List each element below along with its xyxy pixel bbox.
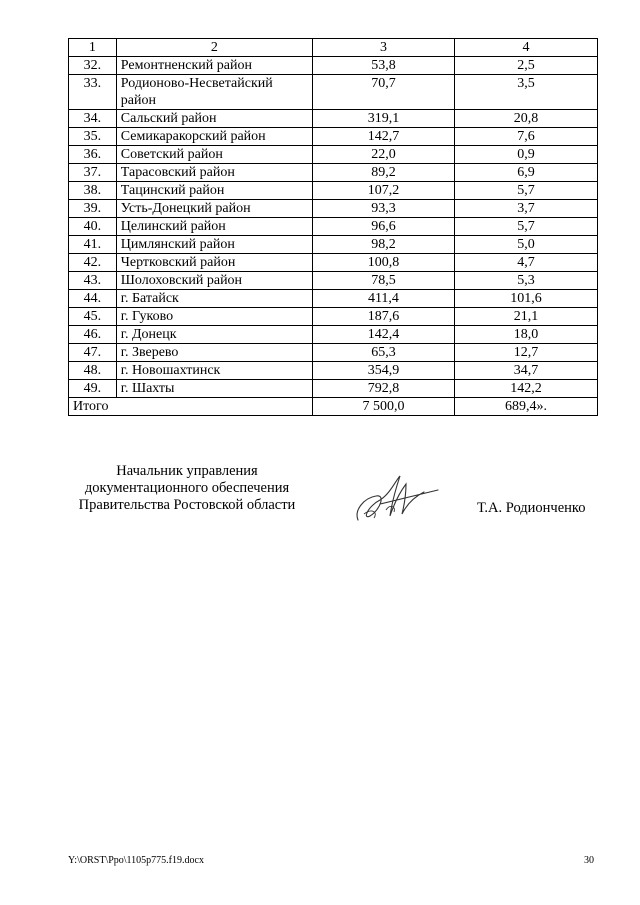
table-row <box>69 110 598 128</box>
table-row <box>69 254 598 272</box>
amount-col3: 96,6 <box>312 218 454 236</box>
amount-col4: 5,7 <box>454 218 597 236</box>
district-name: Цимлянский район <box>116 236 312 254</box>
signatory-title-line-3: Правительства Ростовской области <box>78 497 296 513</box>
amount-col3: 98,2 <box>312 236 454 254</box>
amount-col3: 78,5 <box>312 272 454 290</box>
row-number: 35. <box>69 128 117 146</box>
table-row <box>69 218 598 236</box>
row-number: 37. <box>69 164 117 182</box>
amount-col4: 5,0 <box>454 236 597 254</box>
district-name: Целинский район <box>116 218 312 236</box>
row-number: 32. <box>69 57 117 75</box>
amount-col3: 792,8 <box>312 380 454 398</box>
district-name: Родионово-Несветайский район <box>116 75 312 110</box>
signatory-title-line-2: документационного обеспечения <box>84 480 290 496</box>
table-row <box>69 362 598 380</box>
table-row <box>69 344 598 362</box>
header-cell-2: 2 <box>116 39 312 57</box>
row-number: 33. <box>69 75 117 110</box>
row-number: 36. <box>69 146 117 164</box>
district-name: Сальский район <box>116 110 312 128</box>
table-row <box>69 164 598 182</box>
amount-col4: 142,2 <box>454 380 597 398</box>
amount-col4: 5,7 <box>454 182 597 200</box>
district-name: г. Новошахтинск <box>116 362 312 380</box>
amount-col4: 4,7 <box>454 254 597 272</box>
amount-col4: 3,5 <box>454 75 597 110</box>
district-name: Тарасовский район <box>116 164 312 182</box>
table-row <box>69 182 598 200</box>
amount-col3: 100,8 <box>312 254 454 272</box>
table-row <box>69 380 598 398</box>
district-name: г. Шахты <box>116 380 312 398</box>
district-name: Советский район <box>116 146 312 164</box>
row-number: 39. <box>69 200 117 218</box>
district-name: Тацинский район <box>116 182 312 200</box>
district-name: Ремонтненский район <box>116 57 312 75</box>
table-row <box>69 128 598 146</box>
district-name: г. Зверево <box>116 344 312 362</box>
total-col4: 689,4». <box>454 398 597 416</box>
table-row <box>69 326 598 344</box>
table-row <box>69 200 598 218</box>
amount-col3: 354,9 <box>312 362 454 380</box>
table-row <box>69 57 598 75</box>
table-body <box>69 39 598 416</box>
row-number: 48. <box>69 362 117 380</box>
row-number: 41. <box>69 236 117 254</box>
row-number: 46. <box>69 326 117 344</box>
footer-page-number: 30 <box>584 855 594 866</box>
amount-col4: 21,1 <box>454 308 597 326</box>
row-number: 47. <box>69 344 117 362</box>
amount-col4: 12,7 <box>454 344 597 362</box>
table-row <box>69 236 598 254</box>
amount-col3: 93,3 <box>312 200 454 218</box>
district-name: г. Гуково <box>116 308 312 326</box>
district-name: Шолоховский район <box>116 272 312 290</box>
amount-col3: 53,8 <box>312 57 454 75</box>
header-cell-1: 1 <box>69 39 117 57</box>
table-row <box>69 308 598 326</box>
table-row <box>69 272 598 290</box>
amount-col3: 411,4 <box>312 290 454 308</box>
row-number: 49. <box>69 380 117 398</box>
table-row <box>69 75 598 110</box>
header-cell-3: 3 <box>312 39 454 57</box>
row-number: 43. <box>69 272 117 290</box>
district-name: г. Донецк <box>116 326 312 344</box>
signatory-title-line-1: Начальник управления <box>116 463 258 479</box>
amount-col3: 142,7 <box>312 128 454 146</box>
amount-col3: 187,6 <box>312 308 454 326</box>
amount-col3: 22,0 <box>312 146 454 164</box>
amount-col3: 142,4 <box>312 326 454 344</box>
total-label: Итого <box>69 398 313 416</box>
amount-col4: 20,8 <box>454 110 597 128</box>
row-number: 34. <box>69 110 117 128</box>
amount-col4: 2,5 <box>454 57 597 75</box>
row-number: 42. <box>69 254 117 272</box>
allocation-table <box>68 38 598 416</box>
row-number: 45. <box>69 308 117 326</box>
header-cell-4: 4 <box>454 39 597 57</box>
amount-col4: 5,3 <box>454 272 597 290</box>
district-name: г. Батайск <box>116 290 312 308</box>
table-row <box>69 290 598 308</box>
amount-col4: 18,0 <box>454 326 597 344</box>
amount-col4: 6,9 <box>454 164 597 182</box>
signatory-title <box>62 463 312 514</box>
amount-col4: 101,6 <box>454 290 597 308</box>
amount-col4: 7,6 <box>454 128 597 146</box>
district-name: Усть-Донецкий район <box>116 200 312 218</box>
amount-col4: 34,7 <box>454 362 597 380</box>
amount-col3: 65,3 <box>312 344 454 362</box>
table-total-row <box>69 398 598 416</box>
district-name: Семикаракорский район <box>116 128 312 146</box>
table-row <box>69 146 598 164</box>
amount-col3: 107,2 <box>312 182 454 200</box>
amount-col4: 0,9 <box>454 146 597 164</box>
footer-file-path: Y:\ORST\Ppo\1105p775.f19.docx <box>68 855 204 866</box>
signatory-name: Т.А. Родионченко <box>477 500 586 516</box>
district-name: Чертковский район <box>116 254 312 272</box>
row-number: 44. <box>69 290 117 308</box>
amount-col3: 89,2 <box>312 164 454 182</box>
amount-col4: 3,7 <box>454 200 597 218</box>
table-header-row <box>69 39 598 57</box>
amount-col3: 70,7 <box>312 75 454 110</box>
row-number: 38. <box>69 182 117 200</box>
total-col3: 7 500,0 <box>312 398 454 416</box>
amount-col3: 319,1 <box>312 110 454 128</box>
row-number: 40. <box>69 218 117 236</box>
handwritten-signature <box>350 470 440 528</box>
